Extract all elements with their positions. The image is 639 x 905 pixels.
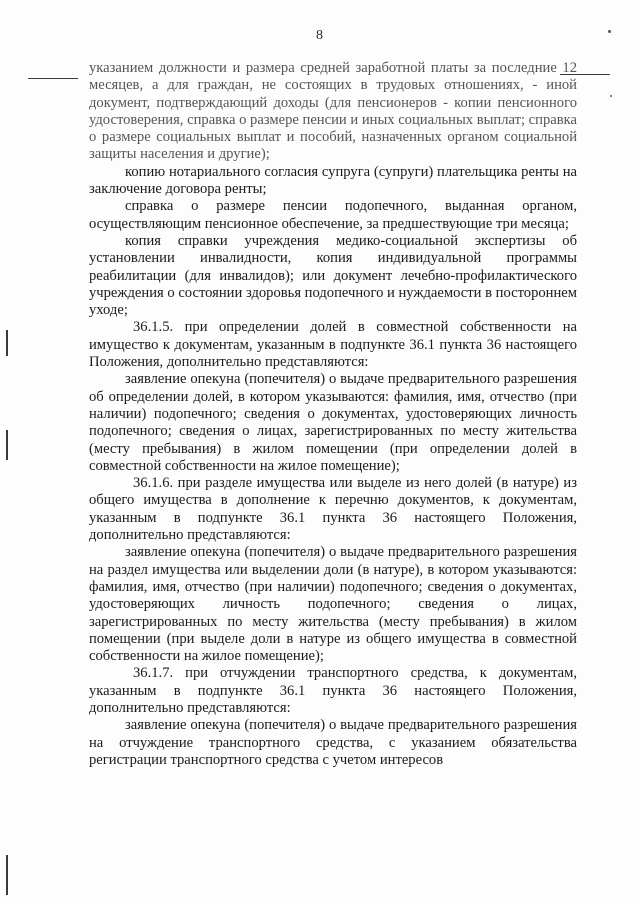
scan-artifact-left-mark-1 xyxy=(6,330,8,356)
paragraph-guardian-application-shares: заявление опекуна (попечителя) о выдаче предварительного разрешения об определении долей, в котором указываются: фамилия, имя, отчество (при наличии) подопечного; сведения о документах, удостоверяющих личность подопечного; сведения о лицах, зарегистрированных по месту жительства (месту пребывания) в жилом помещении (при определении долей в совместной собственности на жилое помещение); xyxy=(89,371,577,474)
paragraph-clause-36-1-6: 36.1.6. при разделе имущества или выделе из него долей (в натуре) из общего имущества в дополнение к перечню документов, к документам, указанным в подпункте 36.1 пункта 36 настоящего Положения, дополнительно представляются: xyxy=(89,475,577,544)
scan-artifact-left-mark-3 xyxy=(6,855,8,895)
scan-artifact-top-left-line xyxy=(28,78,78,79)
paragraph-clause-36-1-5: 36.1.5. при определении долей в совместной собственности на имуществo к документам, указанным в подпункте 36.1 пункта 36 настоящего Положения, дополнительно представляются: xyxy=(89,319,577,371)
scan-artifact-left-mark-2 xyxy=(6,430,8,460)
paragraph-spouse-consent: копию нотариального согласия супруга (супруги) плательщика ренты на заключение договора ренты; xyxy=(89,163,577,198)
page-number: 8 xyxy=(316,28,323,43)
paragraph-disability-certificate: копия справки учреждения медико-социальной экспертизы об установлении инвалидности, копия индивидуальной программы реабилитации (для инвалидов); или документ лечебно-профилактического учреждения о состоянии здоровья подопечного и нуждаемости в постороннем уходе; xyxy=(89,232,577,319)
paragraph-clause-36-1-7: 36.1.7. при отчуждении транспортного средства, к документам, указанным в подпункте 36.1 пункта 36 настоящего Положения, дополнительно представляются: xyxy=(89,665,577,716)
scan-artifact-speck-2 xyxy=(610,95,612,97)
paragraph-guardian-application-vehicle: заявление опекуна (попечителя) о выдаче предварительного разрешения на отчуждение транспортного средства, с указанием обязательства регистрации транспортного средства с учетом интересов xyxy=(89,717,577,768)
scan-artifact-speck-1 xyxy=(608,30,611,33)
paragraph-guardian-application-division: заявление опекуна (попечителя) о выдаче предварительного разрешения на раздел имущества или выделении доли (в натуре), в котором указываются: фамилия, имя, отчество (при наличии) подопечного; сведения о документах, удостоверяющих личность подопечного; сведения о лицах, зарегистрированных по месту жительства (месту пребывания) в жилом помещении (при выделе доли в натуре из общего имущества в совместной собственности на жилое помещение); xyxy=(89,544,577,665)
paragraph-pension-certificate: справка о размере пенсии подопечного, выданная органом, осуществляющим пенсионное обеспечение, за предшествующие три месяца; xyxy=(89,198,577,232)
document-body xyxy=(89,60,577,769)
paragraph-income-documents: указанием должности и размера средней заработной платы за последние 12 месяцев, а для граждан, не состоящих в трудовых отношениях, - иной документ, подтверждающий доходы (для пенсионеров - копии пенсионного удостоверения, справка о размере пенсии и иных социальных выплат; справка о размере социальных выплат и пособий, назначенных органом социальной защиты населения и другие); xyxy=(89,60,577,163)
